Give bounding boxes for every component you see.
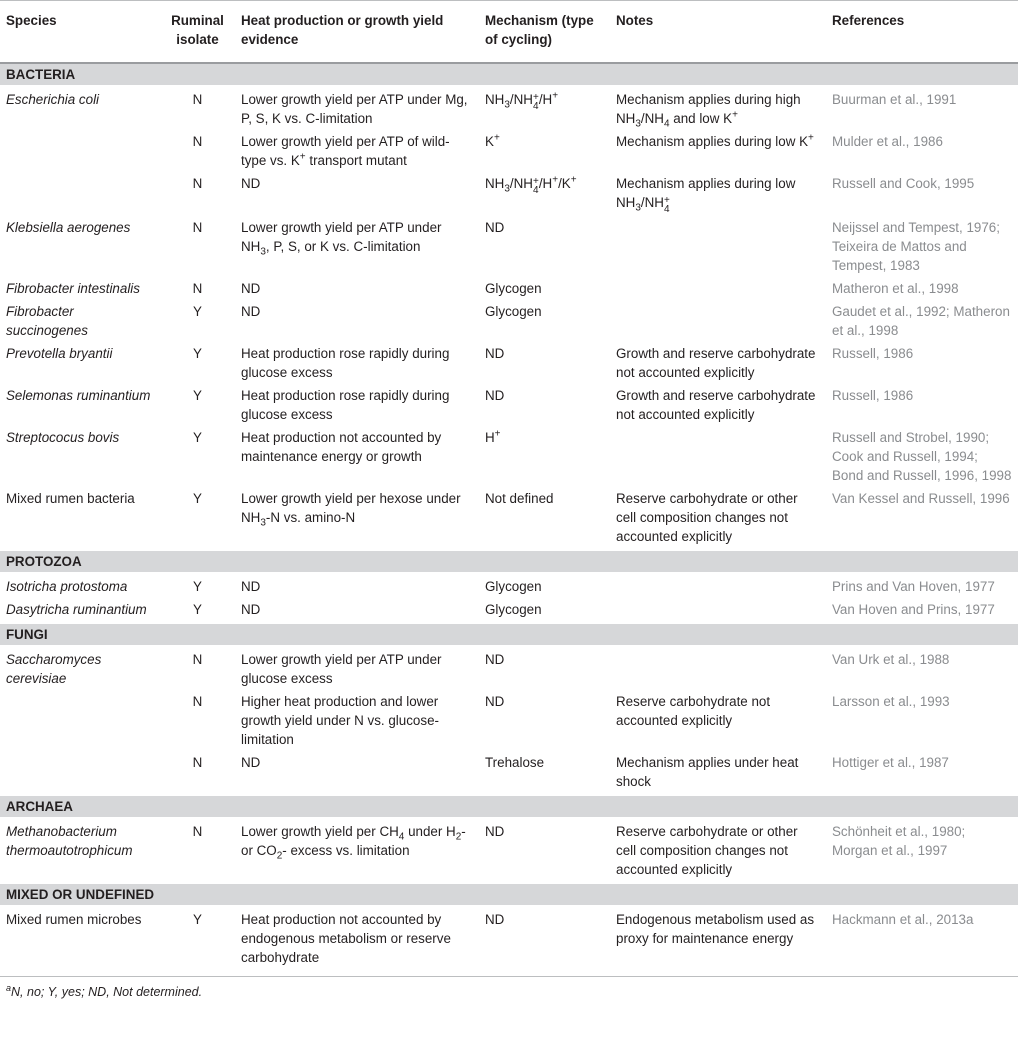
species-cell: Selemonas ruminantium: [6, 388, 151, 403]
mechanism-cell: ND: [479, 906, 610, 977]
isolate-cell: Y: [193, 491, 202, 506]
isolate-cell: N: [192, 281, 203, 296]
evidence-cell: ND: [241, 304, 261, 319]
mechanism-cell: Glycogen: [485, 602, 542, 617]
evidence-cell: Heat production not accounted by endogenous metabolism or reserve carbohydrate: [235, 906, 479, 977]
table-row: [0, 173, 1018, 217]
isolate-cell: Y: [193, 602, 202, 617]
notes-cell: Endogenous metabolism used as proxy for maintenance energy: [610, 906, 826, 977]
table-row: [0, 646, 1018, 691]
table-row: [0, 427, 1018, 488]
evidence-cell: Heat production rose rapidly during glucose excess: [241, 346, 450, 380]
reference-cell: Prins and Van Hoven, 1977: [832, 579, 995, 594]
notes-cell: Mechanism applies during high $NH_3/NH_4$ and low K+: [616, 92, 801, 130]
isolate-cell: Y: [193, 388, 202, 403]
reference-cell: Mulder et al., 1986: [832, 134, 943, 149]
notes-cell: Mechanism applies during low K+: [616, 132, 814, 149]
section-label: MIXED OR UNDEFINED: [0, 883, 1018, 906]
notes-cell: Reserve carbohydrate not accounted explicitly: [616, 694, 771, 728]
table-row: [0, 488, 1018, 550]
species-cell: Methanobacterium thermoautotrophicum: [6, 824, 133, 858]
notes-cell: [610, 278, 826, 301]
isolate-cell: Y: [193, 579, 202, 594]
section-label: BACTERIA: [0, 63, 1018, 86]
mechanism-cell: Trehalose: [485, 755, 545, 770]
species-cell: Isotricha protostoma: [6, 579, 128, 594]
evidence-cell: Lower growth yield per ATP under Mg, P, S, K vs. C-limitation: [241, 92, 468, 126]
evidence-cell: Lower growth yield per hexose under $NH_3-N$ vs. amino-N: [241, 491, 461, 529]
isolate-cell: N: [192, 694, 203, 709]
reference-cell: Buurman et al., 1991: [832, 92, 957, 107]
isolate-cell: N: [192, 755, 203, 770]
table-row: [0, 217, 1018, 278]
mechanism-cell: $NH_3/NH$ + 4 /H+: [485, 90, 559, 112]
notes-cell: [610, 217, 826, 278]
isolate-cell: Y: [160, 906, 235, 977]
reference-cell: Russell and Strobel, 1990; Cook and Russell, 1994; Bond and Russell, 1996, 1998: [832, 430, 1012, 483]
header-ruminal-isolate: Ruminal isolate: [160, 1, 235, 64]
section-row-protozoa: [0, 550, 1018, 573]
table-row: [0, 301, 1018, 343]
reference-cell: Russell, 1986: [832, 346, 914, 361]
reference-cell: Neijssel and Tempest, 1976; Teixeira de Mattos and Tempest, 1983: [832, 220, 1000, 273]
species-cell: Dasytricha ruminantium: [6, 602, 147, 617]
evidence-cell: ND: [241, 281, 261, 296]
reference-cell: Van Hoven and Prins, 1977: [832, 602, 995, 617]
species-cell: Prevotella bryantii: [6, 346, 113, 361]
species-cell: Escherichia coli: [6, 92, 100, 107]
table-row: [0, 752, 1018, 795]
species-cell: Fibrobacter intestinalis: [6, 281, 140, 296]
header-evidence: Heat production or growth yield evidence: [235, 1, 479, 64]
species-cell: Mixed rumen bacteria: [6, 491, 135, 506]
mechanism-cell: ND: [485, 652, 505, 667]
isolate-cell: Y: [193, 346, 202, 361]
reference-cell: Hottiger et al., 1987: [832, 755, 949, 770]
evidence-cell: ND: [241, 755, 261, 770]
species-cell: Fibrobacter succinogenes: [6, 304, 88, 338]
mechanism-cell: ND: [485, 220, 505, 235]
species-cell: [0, 752, 160, 795]
table-row: [0, 818, 1018, 883]
isolate-cell: N: [192, 652, 203, 667]
species-cell: Klebsiella aerogenes: [6, 220, 131, 235]
section-row-fungi: [0, 623, 1018, 646]
reference-cell: Van Kessel and Russell, 1996: [832, 491, 1010, 506]
mechanism-cell: ND: [485, 694, 505, 709]
notes-cell: [610, 646, 826, 691]
table-row: [0, 343, 1018, 385]
mechanism-cell: Glycogen: [485, 281, 542, 296]
reference-cell: Larsson et al., 1993: [832, 694, 950, 709]
reference-cell: Van Urk et al., 1988: [832, 652, 950, 667]
evidence-cell: Lower growth yield per ATP of wild-type vs. K+ transport mutant: [241, 134, 450, 168]
table-row: [0, 278, 1018, 301]
section-row-archaea: [0, 795, 1018, 818]
mechanism-cell: $NH_3/NH$ + 4 /H+/K+: [485, 174, 577, 196]
notes-cell: Growth and reserve carbohydrate not accounted explicitly: [616, 346, 816, 380]
table-row: [0, 906, 1018, 977]
species-cell: Streptococus bovis: [6, 430, 120, 445]
table-row: [0, 573, 1018, 599]
reference-cell: Russell, 1986: [832, 388, 914, 403]
table-row: [0, 691, 1018, 752]
header-notes: Notes: [610, 1, 826, 64]
table-row: [0, 599, 1018, 623]
evidence-cell: Lower growth yield per $CH_4$ under $H_2-$ or $CO_2-$ excess vs. limitation: [241, 824, 466, 862]
species-cell: Mixed rumen microbes: [0, 906, 160, 977]
species-cell: [0, 131, 160, 173]
evidence-cell: ND: [241, 579, 261, 594]
header-references: References: [826, 1, 1018, 64]
species-cell: [0, 173, 160, 217]
isolate-cell: N: [192, 176, 203, 191]
isolate-cell: N: [192, 824, 203, 839]
mechanism-cell: ND: [485, 388, 505, 403]
isolate-cell: N: [192, 92, 203, 107]
notes-cell: Reserve carbohydrate or other cell composition changes not accounted explicitly: [616, 491, 798, 544]
notes-cell: Mechanism applies under heat shock: [616, 755, 799, 789]
reference-cell: Schönheit et al., 1980; Morgan et al., 1997: [832, 824, 966, 858]
reference-cell: Gaudet et al., 1992; Matheron et al., 1998: [832, 304, 1010, 338]
section-label: FUNGI: [0, 623, 1018, 646]
section-label: PROTOZOA: [0, 550, 1018, 573]
notes-cell: Growth and reserve carbohydrate not accounted explicitly: [616, 388, 816, 422]
mechanism-cell: ND: [485, 824, 505, 839]
species-cell: Saccharomyces cerevisiae: [6, 652, 102, 686]
mechanism-cell: K+: [485, 132, 500, 149]
table-footnote: $^a$N, no; Y, yes; ND, Not determined.: [6, 982, 203, 999]
notes-cell: Reserve carbohydrate or other cell composition changes not accounted explicitly: [616, 824, 798, 877]
notes-cell: [610, 573, 826, 599]
mechanism-cell: Not defined: [485, 491, 554, 506]
isolate-cell: Y: [193, 304, 202, 319]
mechanism-cell: Glycogen: [485, 579, 542, 594]
evidence-cell: Higher heat production and lower growth yield under N vs. glucose-limitation: [241, 694, 439, 747]
section-row-mixed: [0, 883, 1018, 906]
species-cell: [0, 691, 160, 752]
isolate-cell: N: [192, 220, 203, 235]
table-row: [0, 385, 1018, 427]
isolate-cell: N: [192, 134, 203, 149]
evidence-cell: Heat production rose rapidly during glucose excess: [241, 388, 450, 422]
notes-cell: [610, 599, 826, 623]
reference-cell: Russell and Cook, 1995: [832, 176, 975, 191]
notes-cell: [610, 427, 826, 488]
mechanism-cell: Glycogen: [485, 304, 542, 319]
table-row: [0, 86, 1018, 131]
header-species: Species: [0, 1, 160, 64]
mechanism-cell: ND: [485, 346, 505, 361]
table-row: [0, 131, 1018, 173]
mechanism-cell: H+: [485, 428, 501, 445]
notes-cell: [610, 301, 826, 343]
header-row: [0, 1, 1018, 64]
reference-cell: Matheron et al., 1998: [832, 281, 959, 296]
section-row-bacteria: [0, 63, 1018, 86]
section-label: ARCHAEA: [0, 795, 1018, 818]
evidence-cell: Heat production not accounted by maintenance energy or growth: [241, 430, 442, 464]
isolate-cell: Y: [193, 430, 202, 445]
evidence-cell: ND: [241, 176, 261, 191]
evidence-cell: ND: [241, 602, 261, 617]
header-mechanism: Mechanism (type of cycling): [479, 1, 610, 64]
reference-cell: Hackmann et al., 2013a: [826, 906, 1018, 977]
evidence-cell: Lower growth yield per ATP under glucose excess: [241, 652, 442, 686]
notes-cell: Mechanism applies during low $NH_3/NH$ + 4: [616, 176, 796, 215]
evidence-cell: Lower growth yield per ATP under $NH_3$, P, S, or K vs. C-limitation: [241, 220, 442, 258]
